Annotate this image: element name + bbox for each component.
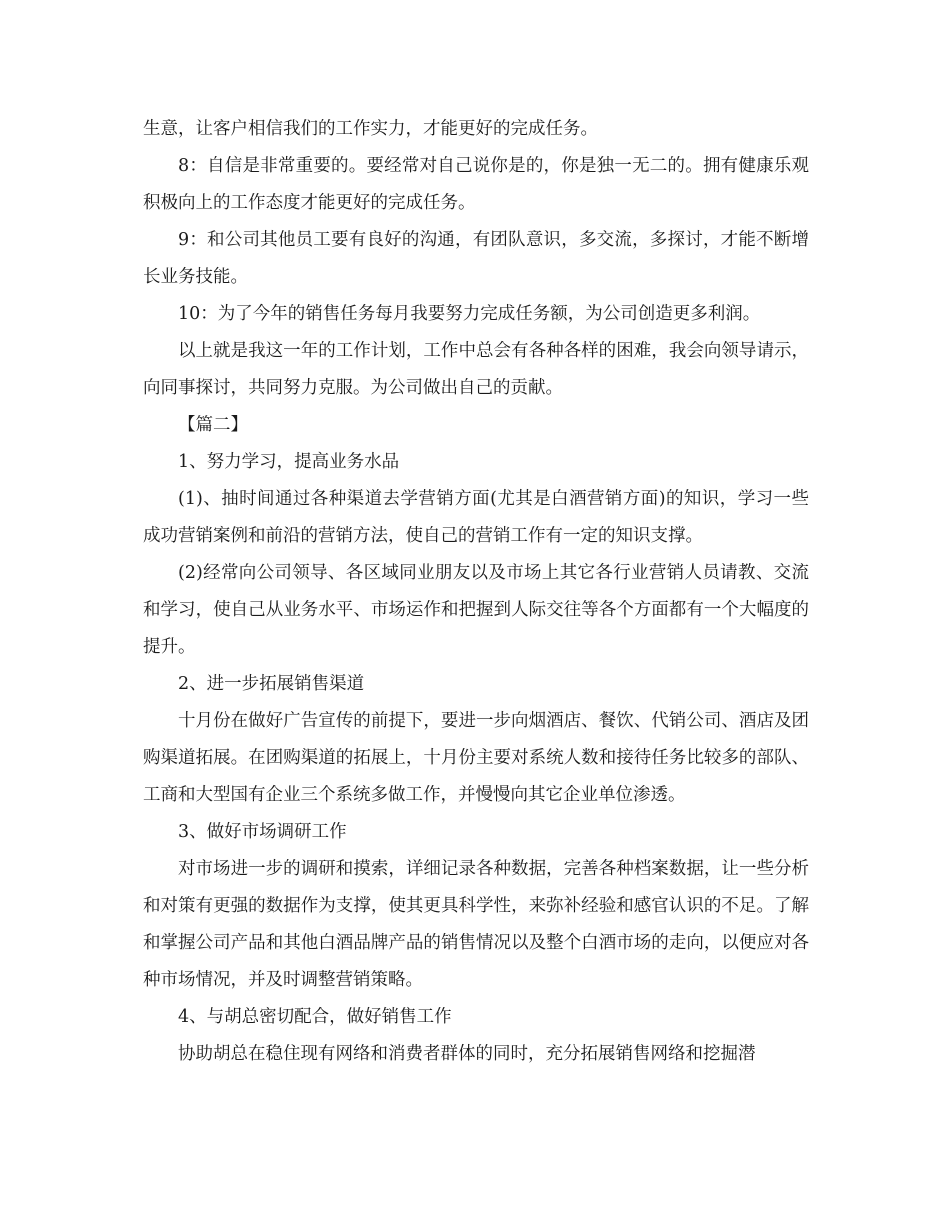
paragraph-summary: 以上就是我这一年的工作计划，工作中总会有各种各样的困难，我会向领导请示，向同事探讨，共同努力克服。为公司做出自己的贡献。: [143, 341, 809, 398]
paragraph-3: 对市场进一步的调研和摸索，详细记录各种数据，完善各种档案数据，让一些分析和对策有更强的数据作为支撑，使其更具科学性，来弥补经验和感官认识的不足。了解和掌握公司产品和其他白酒品牌产品的销售情况以及整个白酒市场的走向，以便应对各种市场情况，并及时调整营销策略。: [143, 859, 809, 990]
document-body: [143, 111, 809, 1073]
paragraph-item-8: 8：自信是非常重要的。要经常对自己说你是的，你是独一无二的。拥有健康乐观积极向上的工作态度才能更好的完成任务。: [143, 156, 809, 213]
subheading-1: 1、努力学习，提高业务水品: [178, 452, 400, 472]
paragraph-1-1: (1)、抽时间通过各种渠道去学营销方面(尤其是白酒营销方面)的知识，学习一些成功营销案例和前沿的营销方法，使自己的营销工作有一定的知识支撑。: [143, 489, 809, 546]
paragraph-4: 协助胡总在稳住现有网络和消费者群体的同时，充分拓展销售网络和挖掘潜: [178, 1044, 756, 1064]
paragraph-item-10: 10：为了今年的销售任务每月我要努力完成任务额，为公司创造更多利润。: [178, 304, 761, 324]
paragraph-continuation: 生意，让客户相信我们的工作实力，才能更好的完成任务。: [143, 119, 598, 139]
paragraph-1-2: (2)经常向公司领导、各区域同业朋友以及市场上其它各行业营销人员请教、交流和学习，使自己从业务水平、市场运作和把握到人际交往等各个方面都有一个大幅度的提升。: [143, 563, 809, 657]
paragraph-item-9: 9：和公司其他员工要有良好的沟通，有团队意识，多交流，多探讨，才能不断增长业务技能。: [143, 230, 809, 287]
subheading-2: 2、进一步拓展销售渠道: [178, 674, 365, 694]
subheading-3: 3、做好市场调研工作: [178, 822, 347, 842]
subheading-4: 4、与胡总密切配合，做好销售工作: [178, 1007, 452, 1027]
section-heading: 【篇二】: [178, 415, 248, 435]
paragraph-2: 十月份在做好广告宣传的前提下，要进一步向烟酒店、餐饮、代销公司、酒店及团购渠道拓展。在团购渠道的拓展上，十月份主要对系统人数和接待任务比较多的部队、工商和大型国有企业三个系统多做工作，并慢慢向其它企业单位渗透。: [143, 711, 809, 805]
